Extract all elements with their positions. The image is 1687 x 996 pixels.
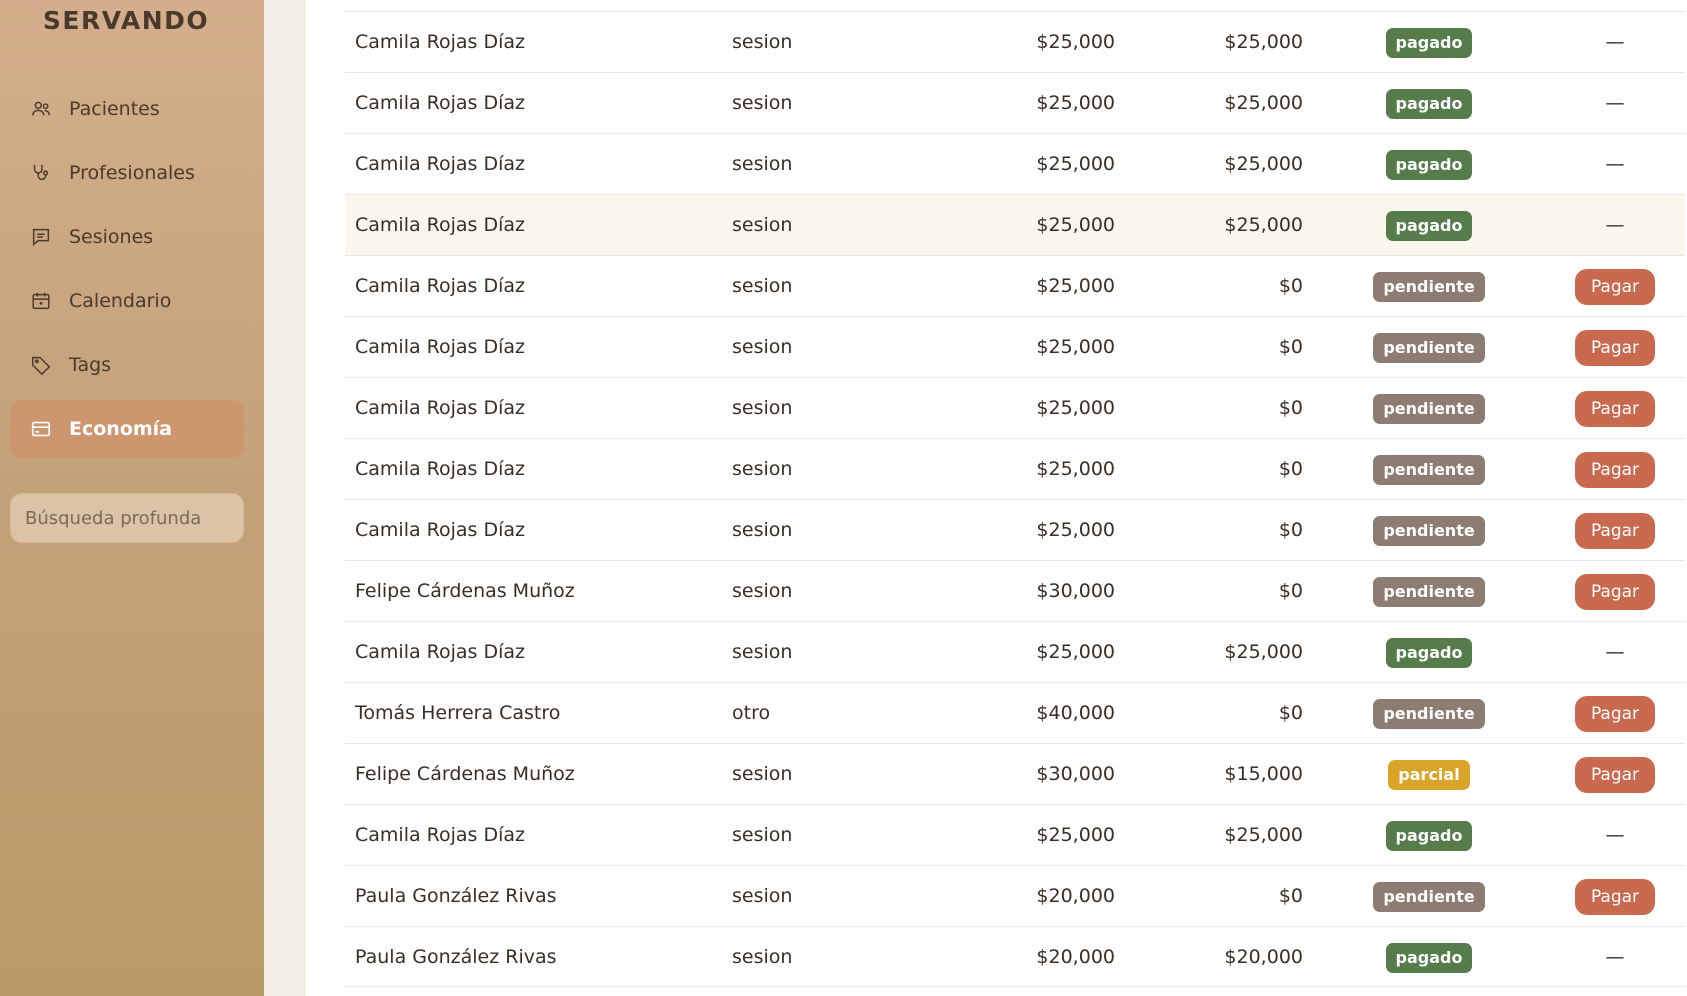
- charge-type: sesion: [732, 580, 793, 602]
- pay-button[interactable]: Pagar: [1575, 757, 1655, 793]
- no-action-dash: —: [1605, 641, 1625, 663]
- paid-amount: $15,000: [1224, 763, 1303, 785]
- action-cell: [1540, 256, 1687, 316]
- table-row: [345, 682, 1685, 743]
- users-icon: [30, 98, 52, 120]
- pay-button[interactable]: Pagar: [1575, 391, 1655, 427]
- status-cell: [1357, 561, 1501, 621]
- sidebar-item-label: Economía: [69, 418, 173, 440]
- charge-type: sesion: [732, 885, 793, 907]
- status-cell: [1357, 683, 1501, 743]
- charge-amount: $30,000: [1036, 763, 1115, 785]
- sidebar-item-economia[interactable]: [10, 400, 244, 458]
- action-cell: [1540, 134, 1687, 194]
- status-badge: pendiente: [1373, 272, 1484, 302]
- status-badge: pendiente: [1373, 699, 1484, 729]
- charge-type: sesion: [732, 92, 793, 114]
- table-row: [345, 499, 1685, 560]
- table-row: [345, 194, 1685, 255]
- action-cell: [1540, 744, 1687, 804]
- sidebar-item-calendario[interactable]: [10, 272, 244, 330]
- paid-amount: $0: [1278, 702, 1303, 724]
- table-row: [345, 438, 1685, 499]
- sidebar-item-tags[interactable]: [10, 336, 244, 394]
- charge-amount: $25,000: [1036, 31, 1115, 53]
- status-cell: [1357, 805, 1501, 865]
- no-action-dash: —: [1605, 214, 1625, 236]
- pay-button[interactable]: Pagar: [1575, 452, 1655, 488]
- table-row: [345, 133, 1685, 194]
- status-cell: [1357, 500, 1501, 560]
- paid-amount: $0: [1278, 458, 1303, 480]
- action-cell: [1540, 12, 1687, 72]
- table-row: [345, 743, 1685, 804]
- content-gutter: [264, 0, 305, 996]
- charge-amount: $25,000: [1036, 275, 1115, 297]
- status-cell: [1357, 378, 1501, 438]
- charge-amount: $25,000: [1036, 397, 1115, 419]
- message-icon: [30, 226, 52, 248]
- sidebar: [0, 0, 264, 996]
- status-badge: pendiente: [1373, 394, 1484, 424]
- table-row: [345, 560, 1685, 621]
- action-cell: [1540, 805, 1687, 865]
- main-content: [305, 0, 1687, 996]
- table-row: [345, 72, 1685, 133]
- paid-amount: $25,000: [1224, 824, 1303, 846]
- paid-amount: $0: [1278, 580, 1303, 602]
- table-row: [345, 377, 1685, 438]
- charge-amount: $20,000: [1036, 946, 1115, 968]
- charge-type: sesion: [732, 275, 793, 297]
- sidebar-item-label: Calendario: [69, 290, 172, 312]
- no-action-dash: —: [1605, 92, 1625, 114]
- charge-type: sesion: [732, 824, 793, 846]
- patient-name: Camila Rojas Díaz: [355, 92, 526, 114]
- table-row: [345, 865, 1685, 926]
- status-cell: [1357, 195, 1501, 255]
- charge-type: sesion: [732, 214, 793, 236]
- pay-button[interactable]: Pagar: [1575, 330, 1655, 366]
- no-action-dash: —: [1605, 824, 1625, 846]
- payments-table: [345, 11, 1685, 987]
- action-cell: [1540, 622, 1687, 682]
- patient-name: Paula González Rivas: [355, 885, 557, 907]
- pay-button[interactable]: Pagar: [1575, 574, 1655, 610]
- stethoscope-icon: [30, 162, 52, 184]
- action-cell: [1540, 195, 1687, 255]
- patient-name: Camila Rojas Díaz: [355, 153, 526, 175]
- patient-name: Felipe Cárdenas Muñoz: [355, 763, 575, 785]
- patient-name: Camila Rojas Díaz: [355, 275, 526, 297]
- paid-amount: $0: [1278, 397, 1303, 419]
- status-badge: pagado: [1386, 150, 1473, 180]
- sidebar-item-label: Tags: [69, 354, 112, 376]
- patient-name: Tomás Herrera Castro: [355, 702, 561, 724]
- paid-amount: $25,000: [1224, 153, 1303, 175]
- paid-amount: $25,000: [1224, 641, 1303, 663]
- paid-amount: $0: [1278, 275, 1303, 297]
- charge-type: sesion: [732, 336, 793, 358]
- charge-amount: $25,000: [1036, 519, 1115, 541]
- paid-amount: $0: [1278, 885, 1303, 907]
- charge-amount: $30,000: [1036, 580, 1115, 602]
- charge-amount: $25,000: [1036, 214, 1115, 236]
- status-cell: [1357, 744, 1501, 804]
- table-row: [345, 926, 1685, 987]
- action-cell: [1540, 378, 1687, 438]
- charge-type: sesion: [732, 153, 793, 175]
- table-row: [345, 804, 1685, 865]
- sidebar-item-profesionales[interactable]: [10, 144, 244, 202]
- brand-logo: SERVANDO: [42, 6, 210, 35]
- action-cell: [1540, 439, 1687, 499]
- charge-type: otro: [732, 702, 771, 724]
- sidebar-nav: [10, 80, 244, 464]
- charge-amount: $25,000: [1036, 641, 1115, 663]
- status-cell: [1357, 256, 1501, 316]
- status-cell: [1357, 317, 1501, 377]
- status-badge: pendiente: [1373, 455, 1484, 485]
- calendar-icon: [30, 290, 52, 312]
- status-badge: pendiente: [1373, 516, 1484, 546]
- status-badge: pendiente: [1373, 882, 1484, 912]
- table-row: [345, 11, 1685, 72]
- status-badge: pagado: [1386, 28, 1473, 58]
- patient-name: Camila Rojas Díaz: [355, 458, 526, 480]
- patient-name: Camila Rojas Díaz: [355, 336, 526, 358]
- action-cell: [1540, 317, 1687, 377]
- action-cell: [1540, 927, 1687, 987]
- paid-amount: $20,000: [1224, 946, 1303, 968]
- charge-amount: $20,000: [1036, 885, 1115, 907]
- action-cell: [1540, 73, 1687, 133]
- status-badge: pagado: [1386, 638, 1473, 668]
- patient-name: Camila Rojas Díaz: [355, 214, 526, 236]
- charge-amount: $40,000: [1036, 702, 1115, 724]
- charge-type: sesion: [732, 31, 793, 53]
- paid-amount: $0: [1278, 519, 1303, 541]
- status-cell: [1357, 73, 1501, 133]
- charge-amount: $25,000: [1036, 458, 1115, 480]
- patient-name: Camila Rojas Díaz: [355, 519, 526, 541]
- charge-type: sesion: [732, 458, 793, 480]
- status-badge: pendiente: [1373, 577, 1484, 607]
- status-badge: pagado: [1386, 821, 1473, 851]
- charge-type: sesion: [732, 641, 793, 663]
- pay-button[interactable]: Pagar: [1575, 269, 1655, 305]
- table-row: [345, 316, 1685, 377]
- sidebar-item-label: Sesiones: [69, 226, 154, 248]
- status-cell: [1357, 12, 1501, 72]
- sidebar-item-label: Pacientes: [69, 98, 160, 120]
- charge-type: sesion: [732, 397, 793, 419]
- patient-name: Felipe Cárdenas Muñoz: [355, 580, 575, 602]
- wallet-icon: [30, 418, 52, 440]
- charge-amount: $25,000: [1036, 92, 1115, 114]
- status-cell: [1357, 134, 1501, 194]
- status-badge: pagado: [1386, 943, 1473, 973]
- action-cell: [1540, 683, 1687, 743]
- patient-name: Camila Rojas Díaz: [355, 824, 526, 846]
- paid-amount: $0: [1278, 336, 1303, 358]
- no-action-dash: —: [1605, 946, 1625, 968]
- no-action-dash: —: [1605, 153, 1625, 175]
- charge-type: sesion: [732, 946, 793, 968]
- action-cell: [1540, 500, 1687, 560]
- charge-amount: $25,000: [1036, 336, 1115, 358]
- status-badge: pendiente: [1373, 333, 1484, 363]
- paid-amount: $25,000: [1224, 31, 1303, 53]
- patient-name: Camila Rojas Díaz: [355, 641, 526, 663]
- status-badge: pagado: [1386, 211, 1473, 241]
- pay-button[interactable]: Pagar: [1575, 879, 1655, 915]
- action-cell: [1540, 866, 1687, 926]
- patient-name: Camila Rojas Díaz: [355, 397, 526, 419]
- patient-name: Camila Rojas Díaz: [355, 31, 526, 53]
- deep-search-input[interactable]: [10, 493, 244, 543]
- status-cell: [1357, 622, 1501, 682]
- pay-button[interactable]: Pagar: [1575, 696, 1655, 732]
- action-cell: [1540, 561, 1687, 621]
- status-cell: [1357, 866, 1501, 926]
- status-badge: parcial: [1388, 760, 1469, 790]
- sidebar-item-label: Profesionales: [69, 162, 195, 184]
- tag-icon: [30, 354, 52, 376]
- sidebar-item-pacientes[interactable]: [10, 80, 244, 138]
- status-cell: [1357, 927, 1501, 987]
- paid-amount: $25,000: [1224, 214, 1303, 236]
- paid-amount: $25,000: [1224, 92, 1303, 114]
- charge-amount: $25,000: [1036, 824, 1115, 846]
- status-cell: [1357, 439, 1501, 499]
- no-action-dash: —: [1605, 31, 1625, 53]
- charge-type: sesion: [732, 519, 793, 541]
- charge-amount: $25,000: [1036, 153, 1115, 175]
- pay-button[interactable]: Pagar: [1575, 513, 1655, 549]
- status-badge: pagado: [1386, 89, 1473, 119]
- sidebar-item-sesiones[interactable]: [10, 208, 244, 266]
- table-row: [345, 621, 1685, 682]
- charge-type: sesion: [732, 763, 793, 785]
- patient-name: Paula González Rivas: [355, 946, 557, 968]
- table-row: [345, 255, 1685, 316]
